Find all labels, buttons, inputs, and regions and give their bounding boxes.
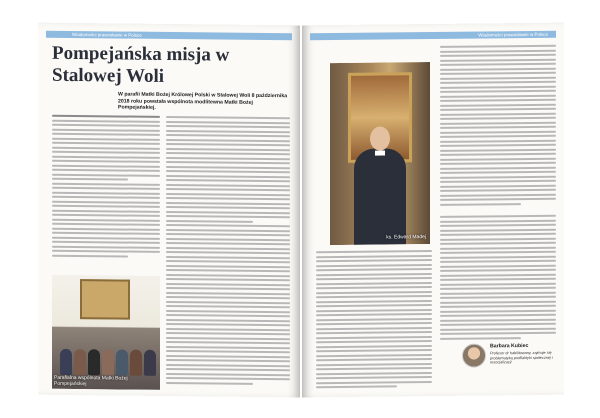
article-lead: W parafii Matki Bożej Królowej Polski w Stalowej Woli 8 października 2018 roku powstała wspólnota modlitewna Matki Bożej Pompejańskiej. [118, 91, 288, 112]
article-title: Pompejańska misja w Stalowej Woli [52, 42, 230, 87]
priest-photo-caption: ks. Edward Madej [386, 234, 426, 241]
priest-photo [330, 62, 430, 245]
section-label-right: Wiadomości prawosławie w Polsce [478, 31, 548, 38]
right-column-2 [440, 45, 556, 342]
church-photo-caption: Parafialna wspólnota Matki Bożej Pompejańskiej [54, 374, 128, 388]
section-bar-right [310, 31, 556, 41]
left-page [38, 23, 300, 398]
right-column-1 [316, 250, 432, 391]
left-column-2 [166, 116, 290, 387]
section-bar-left [46, 31, 292, 41]
author-avatar [462, 343, 486, 367]
author-role: Profesor dr habilitowany, zajmuje się problematyką profilaktyki społecznej i resocjalizacji [490, 350, 553, 365]
magazine-spread [38, 24, 564, 396]
church-group-photo [52, 275, 160, 390]
author-name: Barbara Kubiec [490, 343, 529, 350]
section-label-left: Wiadomości prawosławie w Polsce [72, 31, 142, 38]
madonna-icon [80, 279, 130, 320]
left-column-1 [52, 115, 160, 260]
right-page [302, 23, 564, 398]
